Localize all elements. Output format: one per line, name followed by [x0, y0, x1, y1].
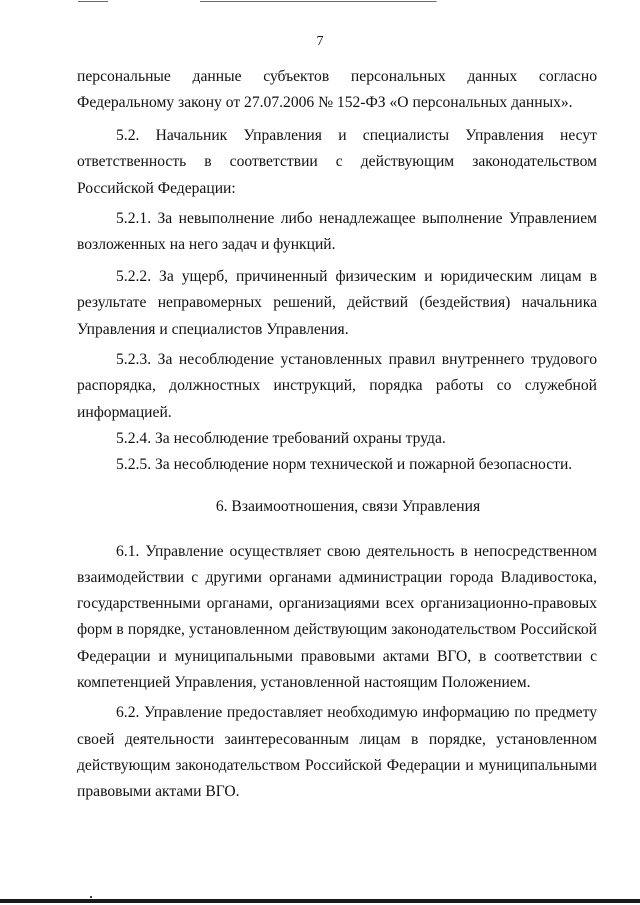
scan-artifact-top: [0, 0, 640, 6]
scan-line: [78, 1, 108, 2]
scan-speck: [90, 896, 92, 898]
paragraph-continuation: персональные данные субъектов персональных данных согласно Федеральному закону от 27.07.2006 № 152-ФЗ «О персональных данных».: [77, 68, 597, 112]
paragraph-5-2-1: 5.2.1. За невыполнение либо ненадлежащее выполнение Управлением возложенных на него задач и функций.: [77, 210, 597, 254]
document-body: [77, 64, 597, 806]
paragraph-5-2-5: 5.2.5. За несоблюдение норм технической и пожарной безопасности.: [116, 456, 573, 474]
paragraph-5-2-2: 5.2.2. За ущерб, причиненный физическим и юридическим лицам в результате неправомерных решений, действий (бездействия) начальника Управления и специалистов Управления.: [77, 268, 597, 338]
page-number: 7: [316, 34, 324, 49]
paragraph-6-2: 6.2. Управление предоставляет необходимую информацию по предмету своей деятельности заинтересованным лицам в порядке, установленном действующим законодательством Российской Федерации и муниципальными правовыми актами ВГО.: [77, 704, 597, 801]
section-heading: 6. Взаимоотношения, связи Управления: [215, 497, 481, 515]
scan-line: [200, 1, 436, 2]
paragraph-5-2-4: 5.2.4. За несоблюдение требований охраны труда.: [116, 430, 446, 447]
scan-line: [436, 1, 437, 2]
paragraph-5-2-3: 5.2.3. За несоблюдение установленных правил внутреннего трудового распорядка, должностных инструкций, порядка работы со служебной информацией.: [77, 351, 597, 421]
paragraph-5-2: 5.2. Начальник Управления и специалисты Управления несут ответственность в соответствии с действующим законодательством Российской Федерации:: [77, 127, 597, 197]
scan-edge: [0, 899, 640, 903]
paragraph-6-1: 6.1. Управление осуществляет свою деятельность в непосредственном взаимодействии с другими органами администрации города Владивостока, государственными органами, организациями всех организационно-правовых форм в порядке, установленном действующим законодательством Российской Федерации и муниципальными правовыми актами ВГО, в соответствии с компетенцией Управления, установленной настоящим Положением.: [77, 542, 597, 692]
scan-artifact-bottom: [0, 896, 640, 905]
